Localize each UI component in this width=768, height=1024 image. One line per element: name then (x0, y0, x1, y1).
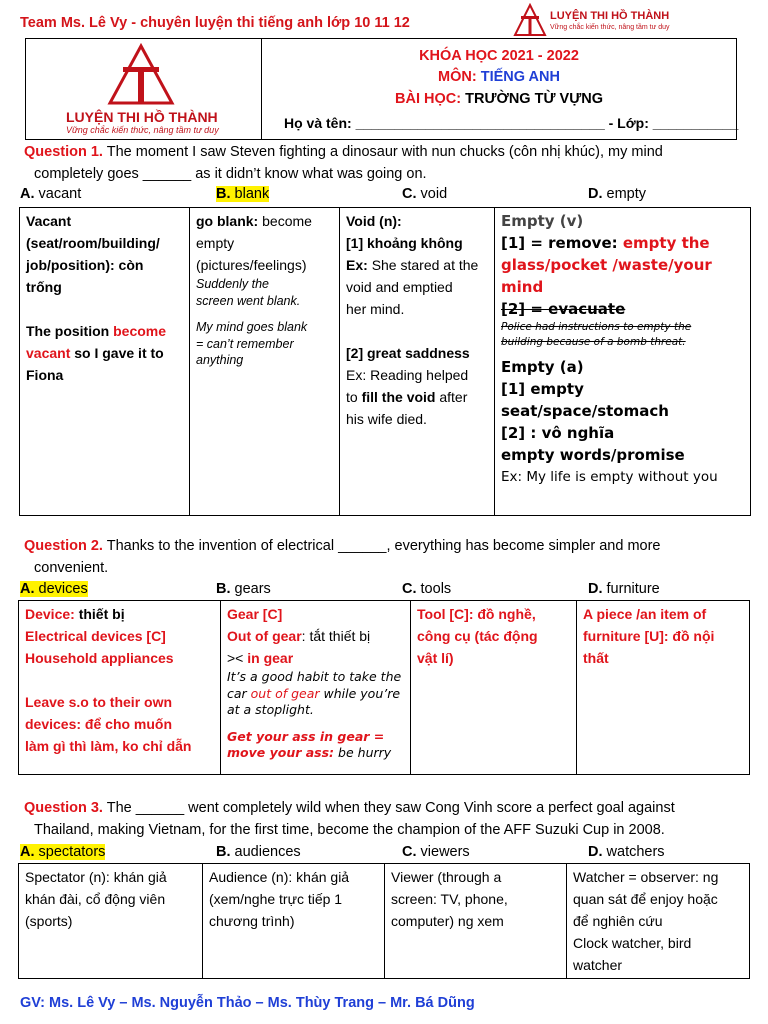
q3-cell-watchers (567, 864, 750, 979)
cell-line: [1] = remove: empty the (501, 234, 710, 252)
cell-line: Audience (n): khán giả (209, 869, 350, 885)
question-3 (24, 797, 675, 841)
option-text: empty (606, 186, 647, 202)
logo-mark-icon (106, 43, 176, 107)
cell-line: Gear [C] (227, 606, 283, 622)
cell-line: Empty (a) (501, 358, 584, 376)
cell-line: Out of gear: tắt thiết bị (227, 628, 371, 644)
cell-line: [1] empty (501, 380, 584, 398)
option-letter: A. (20, 844, 35, 860)
cell-line: computer) ng xem (391, 913, 504, 929)
option-text: void (420, 186, 448, 202)
student-info-line (284, 115, 738, 131)
example-line: at a stoplight. (227, 702, 314, 717)
cell-line: screen: TV, phone, (391, 891, 508, 907)
q1-cell-empty (495, 208, 751, 516)
class-label: - Lớp: (608, 115, 649, 131)
q1-cell-blank (190, 208, 340, 516)
question-2 (24, 535, 660, 579)
example-line: Ex: My life is empty without you (501, 469, 718, 485)
example-line: Ex: Reading helped (346, 367, 469, 383)
cell-line: Watcher = observer: ng (573, 869, 719, 885)
q3-cell-viewers (385, 864, 567, 979)
option-text: viewers (420, 844, 470, 860)
cell-line: Vacant (26, 213, 72, 229)
cell-line: seat/space/stomach (501, 402, 669, 420)
cell-line: Spectator (n): khán giả (25, 869, 167, 885)
example-line: screen went blank. (196, 293, 301, 308)
cell-line: [2] : vô nghĩa (501, 424, 615, 442)
header-box (25, 38, 737, 140)
course-title: KHÓA HỌC 2021 - 2022 (419, 48, 579, 64)
subject-line (262, 69, 736, 85)
option-letter: D. (588, 186, 603, 202)
question-text: The ______ went completely wild when they saw Cong Vinh score a perfect goal against (106, 800, 675, 816)
cell-line: trống (26, 279, 62, 295)
option-text: vacant (38, 186, 82, 202)
option-text: audiences (234, 844, 301, 860)
option-b[interactable] (216, 581, 271, 597)
small-logo (512, 3, 672, 39)
option-c[interactable] (402, 186, 447, 202)
example-line: Police had instructions to empty the (501, 321, 692, 333)
q2-cell-furniture (577, 601, 750, 775)
cell-line: devices: để cho muốn (25, 716, 173, 732)
cell-line: Household appliances (25, 650, 174, 666)
logo-name: LUYỆN THI HỒ THÀNH (66, 109, 218, 125)
question-label: Question 1. (24, 144, 103, 160)
option-letter: C. (402, 844, 417, 860)
example-line: anything (196, 353, 244, 367)
option-text: watchers (606, 844, 665, 860)
example-line: car out of gear while you’re (227, 685, 401, 701)
option-a-answer[interactable] (20, 581, 88, 597)
option-letter: B. (216, 844, 231, 860)
option-c[interactable] (402, 581, 451, 597)
example-line: building because of a bomb threat. (501, 336, 686, 348)
name-label: Họ và tên: (284, 115, 352, 131)
cell-line: job/position): còn (26, 257, 144, 273)
q2-cell-tools (411, 601, 577, 775)
lesson-label: BÀI HỌC: (395, 91, 462, 107)
cell-line: khán đài, cổ động viên (25, 891, 166, 907)
option-letter: B. (216, 186, 231, 202)
cell-line: Device: thiết bị (25, 606, 125, 622)
example-line: My mind goes blank (196, 320, 308, 334)
example-line: Ex: She stared at the (346, 257, 479, 273)
teachers-footer: GV: Ms. Lê Vy – Ms. Nguyễn Thảo – Ms. Thùy Trang – Mr. Bá Dũng (20, 995, 475, 1011)
q3-cell-audiences (203, 864, 385, 979)
q2-table (18, 600, 750, 775)
option-d[interactable] (588, 581, 660, 597)
q2-cell-devices (19, 601, 221, 775)
cell-line: Leave s.o to their own (25, 694, 173, 710)
example-line: Fiona (26, 367, 64, 383)
cell-line: Clock watcher, bird (573, 935, 692, 951)
option-text: blank (234, 186, 270, 202)
example-line: It’s a good habit to take the (227, 669, 402, 684)
option-text: devices (38, 581, 88, 597)
subject-label: MÔN: (438, 69, 477, 85)
cell-line: watcher (573, 957, 623, 973)
cell-line: chương trình) (209, 913, 295, 929)
logo-mark-icon (512, 3, 548, 39)
option-letter: D. (588, 581, 603, 597)
option-letter: C. (402, 186, 417, 202)
team-title: Team Ms. Lê Vy - chuyên luyện thi tiếng anh lớp 10 11 12 (20, 15, 410, 31)
q2-cell-gears (221, 601, 411, 775)
example-line: Suddenly the (196, 277, 269, 291)
q1-cell-vacant (20, 208, 190, 516)
option-letter: A. (20, 186, 35, 202)
q1-cell-void (340, 208, 495, 516)
option-text: gears (234, 581, 271, 597)
option-a-answer[interactable] (20, 844, 105, 860)
cell-line: vật lí) (417, 650, 454, 666)
cell-line: Tool [C]: đồ nghề, (417, 606, 536, 622)
option-b-answer[interactable] (216, 186, 269, 202)
option-letter: A. (20, 581, 35, 597)
cell-line: Get your ass in gear = (227, 728, 385, 744)
option-d[interactable] (588, 186, 646, 202)
small-logo-name: LUYỆN THI HỒ THÀNH (550, 10, 670, 22)
cell-line: (sports) (25, 913, 73, 929)
lesson-value: TRƯỜNG TỪ VỰNG (465, 91, 603, 107)
cell-line: (seat/room/building/ (26, 235, 160, 251)
cell-line: [1] khoảng không (346, 235, 463, 251)
cell-line: (xem/nghe trực tiếp 1 (209, 891, 343, 907)
example-line: The position become (26, 323, 167, 339)
cell-line: A piece /an item of (583, 606, 707, 622)
option-letter: D. (588, 844, 603, 860)
logo-tagline: Vững chắc kiến thức, nâng tầm tư duy (66, 125, 219, 135)
cell-line: mind (501, 278, 544, 296)
q3-cell-spectators (19, 864, 203, 979)
cell-line: Empty (v) (501, 212, 584, 230)
cell-line: Electrical devices [C] (25, 628, 166, 644)
question-label: Question 2. (24, 538, 103, 554)
cell-line: để nghiên cứu (573, 913, 663, 929)
cell-line: Viewer (through a (391, 869, 502, 885)
option-text: furniture (606, 581, 660, 597)
cell-line: [2] great saddness (346, 345, 470, 361)
question-text: Thanks to the invention of electrical ______, everything has become simpler and more (106, 538, 661, 554)
option-letter: C. (402, 581, 417, 597)
cell-line: làm gì thì làm, ko chỉ dẫn (25, 738, 192, 754)
option-d[interactable] (588, 844, 665, 860)
subject-value: TIẾNG ANH (480, 69, 560, 85)
q1-table (19, 207, 751, 516)
option-text: tools (420, 581, 452, 597)
cell-line: (pictures/feelings) (196, 257, 307, 273)
example-line: vacant so I gave it to (26, 345, 164, 361)
lesson-line (262, 91, 736, 107)
example-line: her mind. (346, 301, 405, 317)
cell-line: >< in gear (227, 650, 294, 666)
cell-line: Void (n): (346, 213, 402, 229)
example-line: = can’t remember (196, 336, 294, 351)
question-text: convenient. (34, 560, 109, 576)
option-a[interactable] (20, 186, 81, 202)
question-text: The moment I saw Steven fighting a dinosaur with nun chucks (côn nhị khúc), my mind (106, 144, 663, 160)
example-line: void and emptied (346, 279, 453, 295)
cell-line: move your ass: be hurry (227, 745, 392, 760)
cell-line: empty (196, 235, 235, 251)
example-line: to fill the void after (346, 389, 468, 405)
cell-line: quan sát để enjoy hoặc (573, 891, 718, 907)
cell-line: empty words/promise (501, 446, 685, 464)
question-text: completely goes ______ as it didn’t know what was going on. (34, 166, 427, 182)
small-logo-tagline: Vững chắc kiến thức, nâng tầm tư duy (550, 24, 670, 31)
class-blank[interactable]: ___________ (652, 115, 739, 131)
question-label: Question 3. (24, 800, 103, 816)
cell-line: [2] = evacuate (501, 300, 626, 318)
q3-table (18, 863, 750, 979)
header-logo (26, 39, 262, 139)
cell-line: công cụ (tác động (417, 628, 538, 644)
option-letter: B. (216, 581, 231, 597)
name-blank[interactable]: ________________________________ (355, 115, 605, 131)
option-text: spectators (38, 844, 106, 860)
question-1 (24, 141, 663, 185)
option-c[interactable] (402, 844, 470, 860)
cell-line: furniture [U]: đồ nội (583, 628, 715, 644)
cell-line: thất (583, 650, 609, 666)
cell-line: glass/pocket /waste/your (501, 256, 712, 274)
question-text: Thailand, making Vietnam, for the first time, become the champion of the AFF Suzuki Cup in 2008. (34, 822, 665, 838)
example-line: his wife died. (346, 411, 427, 427)
cell-line: go blank: become (196, 213, 312, 229)
option-b[interactable] (216, 844, 301, 860)
